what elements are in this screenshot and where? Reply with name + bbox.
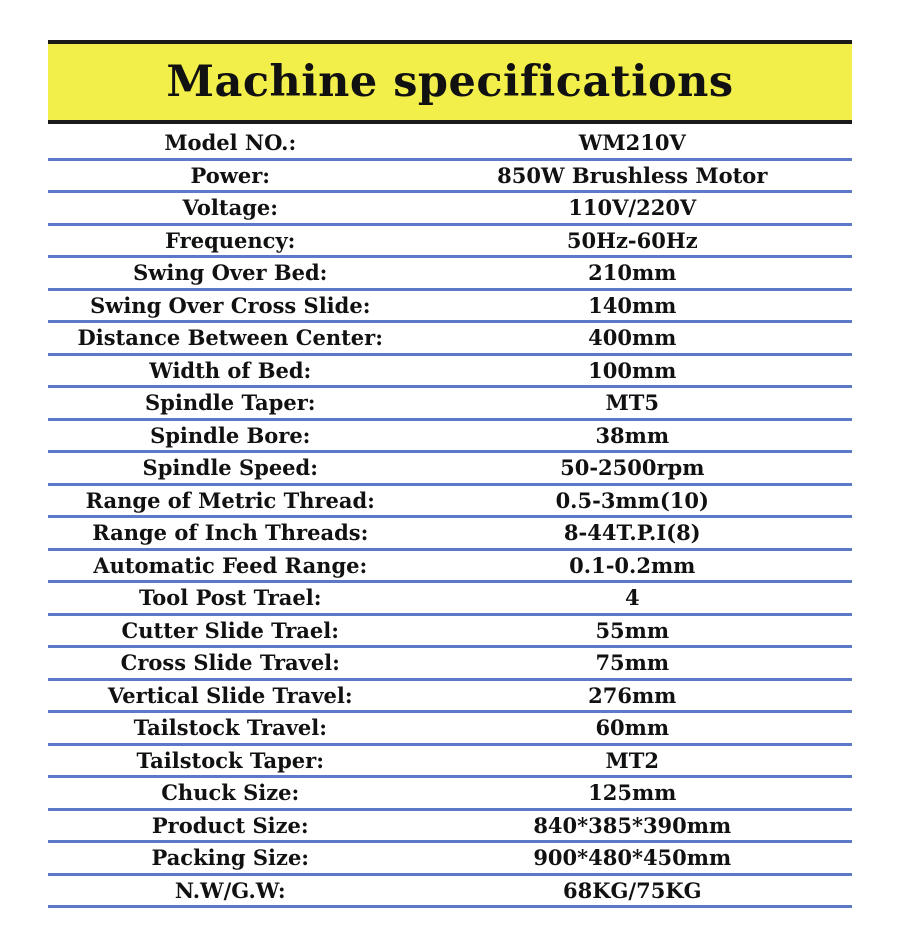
- spec-row: [48, 518, 852, 551]
- spec-value: 38mm: [595, 422, 670, 448]
- spec-row: [48, 226, 852, 259]
- spec-row: [48, 713, 852, 746]
- spec-row: [48, 421, 852, 454]
- spec-row: [48, 876, 852, 909]
- spec-row: [48, 583, 852, 616]
- spec-label: Range of Metric Thread:: [85, 487, 375, 513]
- spec-label: Vertical Slide Travel:: [107, 682, 353, 708]
- page-title: Machine specifications: [166, 57, 734, 107]
- spec-value: 0.1-0.2mm: [569, 552, 696, 578]
- spec-value: 50Hz-60Hz: [566, 227, 698, 253]
- spec-label: Tool Post Trael:: [139, 585, 322, 611]
- spec-sheet: [48, 40, 852, 908]
- spec-label: Spindle Speed:: [142, 455, 318, 481]
- spec-row: [48, 778, 852, 811]
- spec-row: [48, 356, 852, 389]
- spec-row: [48, 616, 852, 649]
- spec-row: [48, 128, 852, 161]
- spec-label: Power:: [190, 162, 271, 188]
- spec-value: MT2: [605, 747, 660, 773]
- spec-value: 210mm: [588, 260, 677, 286]
- spec-value: 840*385*390mm: [533, 812, 732, 838]
- spec-value: 0.5-3mm(10): [555, 487, 709, 513]
- spec-value: WM210V: [578, 130, 686, 156]
- spec-row: [48, 681, 852, 714]
- spec-label: Spindle Bore:: [150, 422, 311, 448]
- spec-label: Swing Over Bed:: [133, 260, 328, 286]
- spec-label: Range of Inch Threads:: [92, 520, 369, 546]
- spec-value: 55mm: [595, 617, 670, 643]
- spec-value: MT5: [605, 390, 660, 416]
- spec-label: Packing Size:: [151, 845, 310, 871]
- spec-value: 900*480*450mm: [533, 845, 732, 871]
- spec-row: [48, 843, 852, 876]
- spec-value: 140mm: [588, 292, 677, 318]
- spec-row: [48, 161, 852, 194]
- spec-label: Width of Bed:: [149, 357, 312, 383]
- spec-value: 50-2500rpm: [560, 455, 705, 481]
- spec-value: 8-44T.P.I(8): [563, 520, 701, 546]
- spec-value: 4: [624, 585, 640, 611]
- spec-row: [48, 811, 852, 844]
- spec-value: 68KG/75KG: [563, 877, 702, 903]
- spec-label: Cross Slide Travel:: [120, 650, 340, 676]
- spec-label: Chuck Size:: [161, 780, 300, 806]
- spec-table: [48, 128, 852, 908]
- spec-value: 276mm: [588, 682, 677, 708]
- spec-value: 100mm: [588, 357, 677, 383]
- spec-row: [48, 453, 852, 486]
- spec-label: N.W/G.W:: [174, 877, 286, 903]
- spec-label: Cutter Slide Trael:: [121, 617, 339, 643]
- spec-row: [48, 648, 852, 681]
- spec-label: Distance Between Center:: [77, 325, 383, 351]
- spec-label: Voltage:: [182, 195, 278, 221]
- spec-row: [48, 323, 852, 356]
- spec-row: [48, 258, 852, 291]
- spec-label: Automatic Feed Range:: [93, 552, 368, 578]
- spec-value: 110V/220V: [568, 195, 697, 221]
- spec-label: Model NO.:: [164, 130, 297, 156]
- spec-value: 125mm: [588, 780, 677, 806]
- spec-value: 60mm: [595, 715, 670, 741]
- title-banner: [48, 40, 852, 124]
- spec-row: [48, 746, 852, 779]
- spec-row: [48, 388, 852, 421]
- spec-value: 75mm: [595, 650, 670, 676]
- spec-label: Frequency:: [165, 227, 296, 253]
- spec-label: Spindle Taper:: [145, 390, 316, 416]
- spec-value: 850W Brushless Motor: [497, 162, 768, 188]
- spec-value: 400mm: [588, 325, 677, 351]
- spec-row: [48, 486, 852, 519]
- spec-row: [48, 291, 852, 324]
- spec-label: Product Size:: [151, 812, 309, 838]
- spec-label: Tailstock Taper:: [136, 747, 324, 773]
- spec-label: Tailstock Travel:: [133, 715, 327, 741]
- spec-label: Swing Over Cross Slide:: [90, 292, 371, 318]
- spec-row: [48, 193, 852, 226]
- spec-row: [48, 551, 852, 584]
